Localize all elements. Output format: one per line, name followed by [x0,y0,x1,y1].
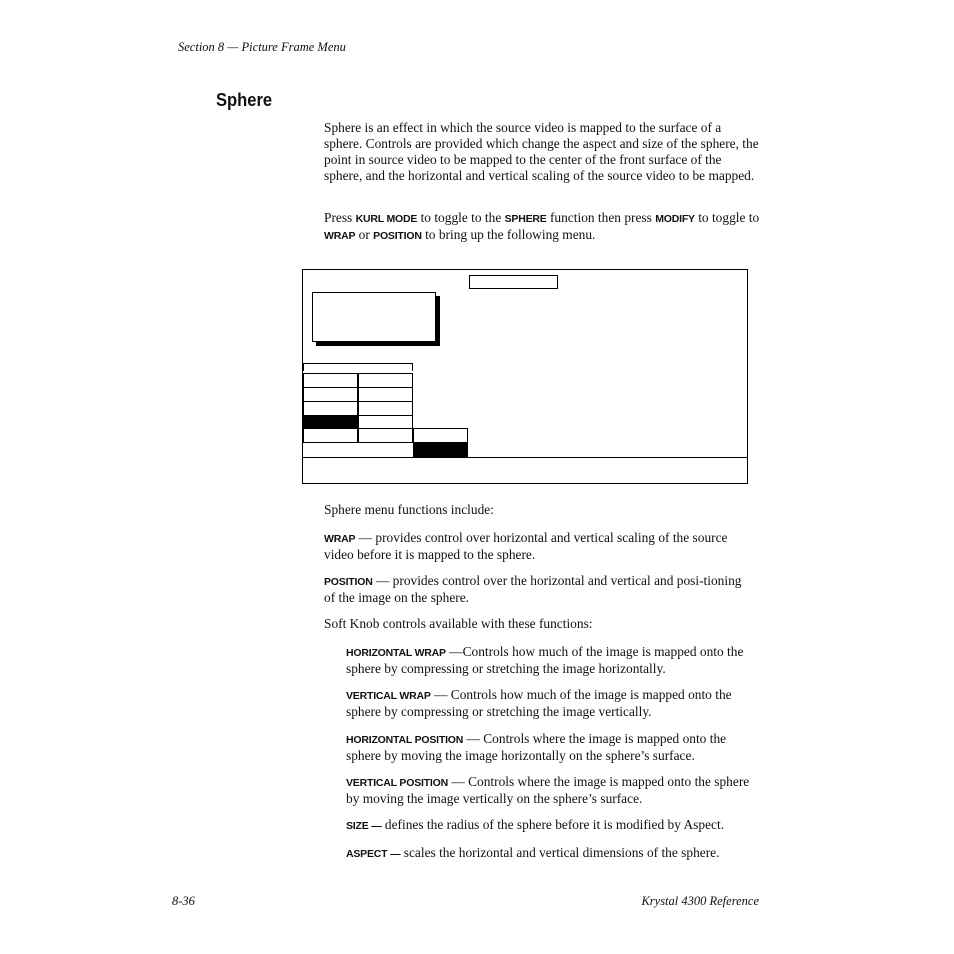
menu-title-box [469,275,558,289]
press-text-4: to toggle to [694,210,760,225]
menu-group-bracket [303,363,413,371]
press-text-2: to toggle to the [417,210,505,225]
functions-intro: Sphere menu functions include: [324,502,494,517]
softknob-horizontal-wrap [346,644,760,677]
menu-cell-right [358,373,413,388]
function-keyword: POSITION [324,576,373,588]
softknob-keyword: HORIZONTAL WRAP [346,647,446,659]
press-text-6: to bring up the following menu. [421,227,596,242]
softknob-description: scales the horizontal and vertical dimensions of the sphere. [400,845,720,860]
function-description: — provides control over the horizontal and vertical and posi-tioning of the image on the sphere. [324,573,742,605]
menu-cell-left [303,428,358,443]
menu-cell-left [303,387,358,402]
softknob-description: — Controls how much of the image is mapped onto the sphere by compressing or stretching the image vertically. [346,687,732,719]
function-description: — provides control over horizontal and vertical scaling of the source video before it is mapped to the sphere. [324,530,728,562]
menu-cell-extra [413,442,468,457]
press-text-1: Press [324,210,356,225]
softknob-keyword: HORIZONTAL POSITION [346,734,464,746]
menu-cell-right [358,387,413,402]
softknob-keyword: SIZE — [346,820,382,832]
softknob-size [346,817,760,834]
menu-cell-left [303,373,358,388]
softknob-description: — Controls where the image is mapped onto the sphere by moving the image vertically on the sphere’s surface. [346,774,750,806]
position-key: POSITION [373,230,422,242]
footer-title: Krystal 4300 Reference [641,894,759,908]
menu-cell-right [358,401,413,416]
softknob-vertical-wrap [346,687,760,720]
softknob-aspect [346,845,760,862]
function-keyword: WRAP [324,533,356,545]
press-text-5: or [355,227,374,242]
press-instructions [324,210,760,244]
menu-panel [312,292,436,342]
press-text-3: function then press [546,210,656,225]
modify-key: MODIFY [655,213,695,225]
menu-cell-extra [413,428,468,443]
softknob-description: — Controls where the image is mapped onto the sphere by moving the image horizontally on the sphere’s surface. [346,731,727,763]
wrap-key: WRAP [324,230,356,242]
section-heading: Sphere [216,90,273,110]
softknob-intro: Soft Knob controls available with these functions: [324,616,593,631]
function-wrap [324,530,760,563]
menu-cell-left [303,401,358,416]
kurl-mode-key: KURL MODE [355,213,418,225]
page-number: 8-36 [172,894,195,908]
softknob-keyword: VERTICAL POSITION [346,777,448,789]
softknob-vertical-position [346,774,760,807]
menu-status-divider [302,457,748,458]
softknob-description: —Controls how much of the image is mapped onto the sphere by compressing or stretching the image horizontally. [346,644,744,676]
function-position [324,573,744,606]
softknob-keyword: ASPECT — [346,848,401,860]
sphere-key: SPHERE [504,213,547,225]
softknob-description: defines the radius of the sphere before it is modified by Aspect. [381,817,725,832]
softknob-horizontal-position [346,731,760,764]
softknob-keyword: VERTICAL WRAP [346,690,431,702]
intro-paragraph: Sphere is an effect in which the source video is mapped to the surface of a sphere. Controls are provided which change the aspect and size of the sphere, the point in source video to be mapped to the center of the front surface of the sphere, and the horizontal and vertical scaling of the source video to be mapped. [324,120,759,183]
running-header: Section 8 — Picture Frame Menu [178,40,346,54]
menu-cell-right [358,428,413,443]
